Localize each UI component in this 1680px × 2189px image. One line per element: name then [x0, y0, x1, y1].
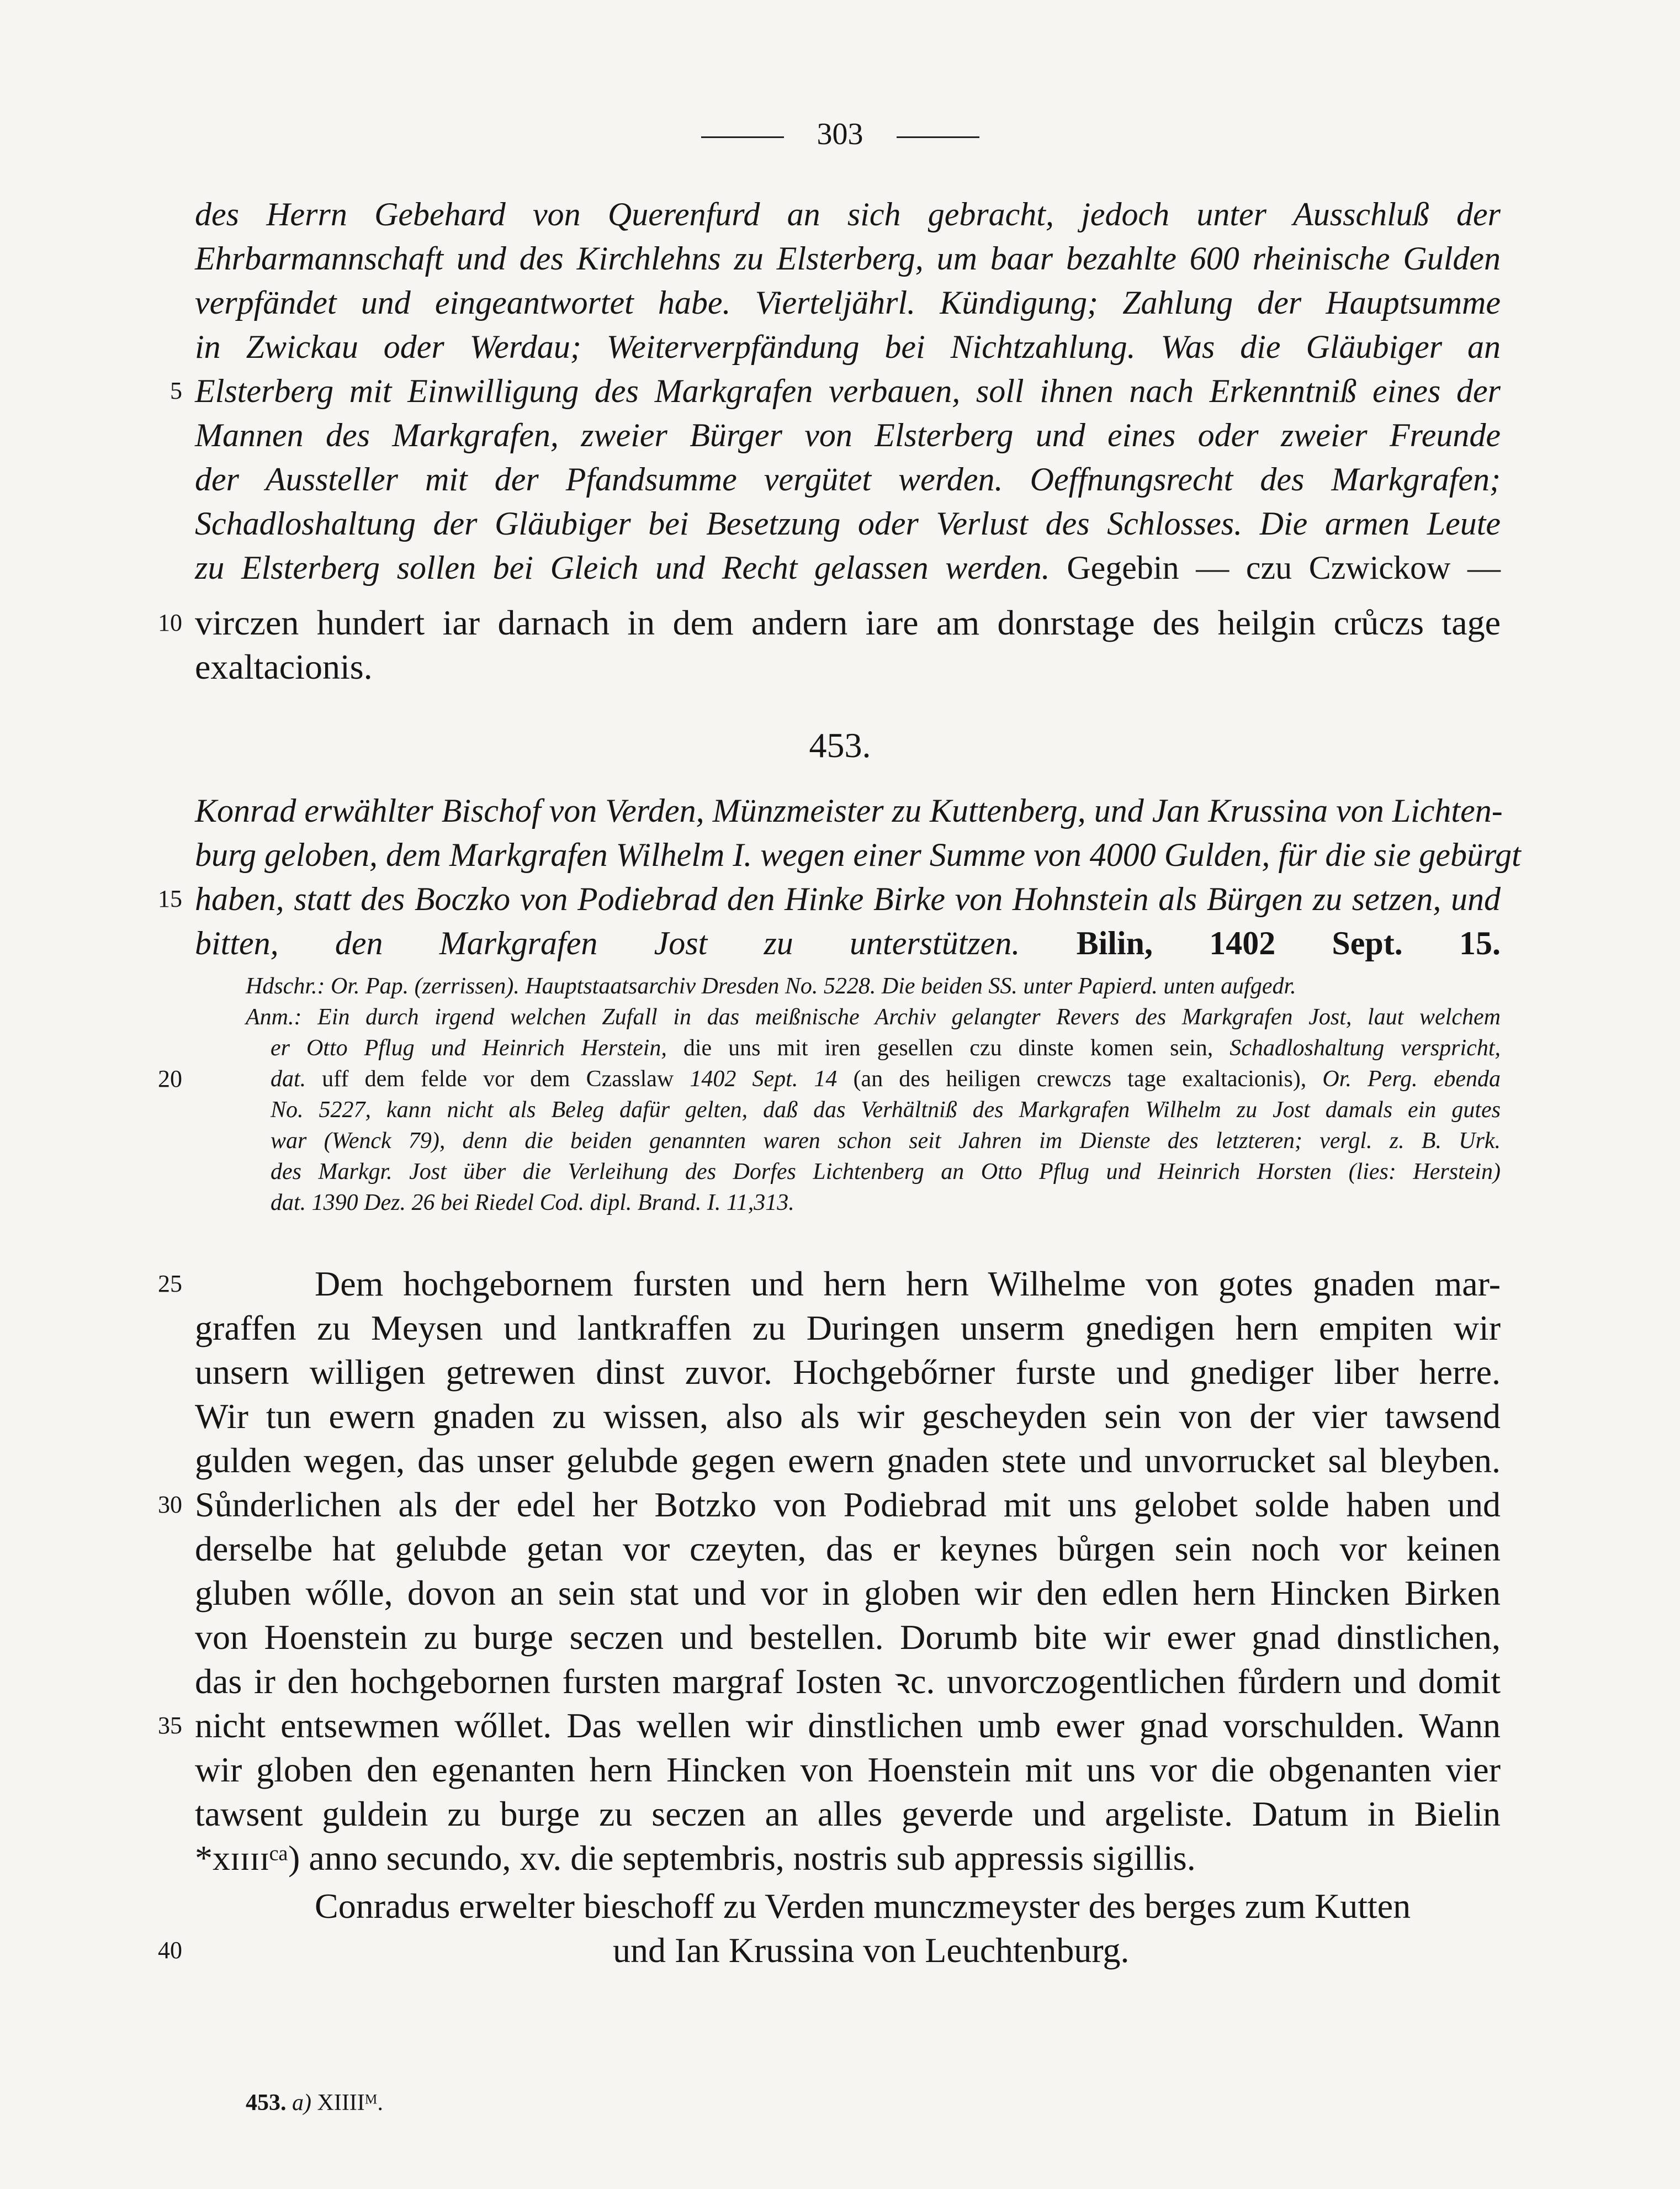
apparatus-line: war (Wenck 79), denn die beiden genannten waren schon seit Jahren im Dienste des letzteren; vergl. z. B. Urk. [271, 1128, 1501, 1154]
line-number: 10 [158, 609, 182, 636]
text-line: Elsterberg mit Einwilligung des Markgrafen verbauen, soll ihnen nach Erkenntniß eines der [195, 373, 1501, 409]
text-line: *xɪɪɪɪᶜᵃ) anno secundo, xv. die septembris, nostris sub appressis sigillis. [195, 1838, 1196, 1878]
text-line: gluben wőlle, dovon an sein stat und vor in globen wir den edlen hern Hincken Birken [195, 1573, 1501, 1612]
footnote-text: XIIIIᴹ. [317, 2090, 383, 2116]
text-line: der Aussteller mit der Pfandsumme vergütet werden. Oeffnungsrecht des Markgrafen; [195, 461, 1501, 498]
page-header [0, 115, 1680, 154]
text-line: Sůnderlichen als der edel her Botzko von Podiebrad mit uns gelobet solde haben und [195, 1485, 1501, 1524]
line-number: 40 [158, 1937, 182, 1964]
apparatus-segment: Schadloshaltung verspricht, [1229, 1035, 1501, 1061]
regest-line: haben, statt des Boczko von Podiebrad den Hinke Birke von Hohnstein als Bürgen zu setzen, und [195, 881, 1501, 917]
text-line: Schadloshaltung der Gläubiger bei Besetzung oder Verlust des Schlosses. Die armen Leute [195, 505, 1501, 542]
text-line: Ehrbarmannschaft und des Kirchlehns zu Elsterberg, um baar bezahlte 600 rheinische Gulden [195, 240, 1501, 277]
line-number: 35 [158, 1712, 182, 1739]
apparatus-line [271, 1064, 1501, 1094]
regest-text: bitten, den Markgrafen Jost zu unterstützen. [195, 925, 1020, 961]
apparatus-line: dat. 1390 Dez. 26 bei Riedel Cod. dipl. Brand. I. 11,313. [271, 1190, 794, 1215]
regest-line: Konrad erwählter Bischof von Verden, Münzmeister zu Kuttenberg, und Jan Krussina von Lichten- [195, 792, 1503, 829]
text-line: das ir den hochgebornen fursten margraf Iosten ꝛc. unvorczogentlichen fůrdern und domit [195, 1662, 1501, 1701]
text-line: derselbe hat gelubde getan vor czeyten, das er keynes bůrgen sein noch vor keinen [195, 1529, 1501, 1568]
line-number: 5 [170, 377, 182, 404]
footnote-ref: 453. [246, 2090, 287, 2116]
text-line-italic: zu Elsterberg sollen bei Gleich und Recht gelassen werden. [195, 549, 1050, 586]
text-line: nicht entsewmen wőllet. Das wellen wir dinstlichen umb ewer gnad vorschulden. Wann [195, 1706, 1501, 1745]
text-line: exaltacionis. [195, 647, 373, 686]
text-line: unsern willigen getrewen dinst zuvor. Hochgebőrner furste und gnediger liber herre. [195, 1352, 1501, 1392]
footnote [246, 2087, 383, 2118]
line-number: 25 [158, 1270, 182, 1297]
text-line: tawsent guldein zu burge zu seczen an alles geverde und argeliste. Datum in Bielin [195, 1794, 1501, 1833]
regest-line [195, 921, 1501, 965]
text-line: von Hoenstein zu burge seczen und bestellen. Dorumb bite wir ewer gnad dinstlichen, [195, 1617, 1501, 1657]
text-line: Dem hochgebornem fursten und hern hern Wilhelme von gotes gnaden mar- [315, 1264, 1501, 1303]
apparatus-segment: 1402 Sept. 14 [690, 1066, 838, 1092]
page-number: 303 [817, 117, 863, 151]
apparatus-segment: die uns mit iren gesellen czu dinste komen sein, [683, 1035, 1213, 1061]
text-line [195, 546, 1501, 590]
apparatus-line: Hdschr.: Or. Pap. (zerrissen). Hauptstaatsarchiv Dresden No. 5228. Die beiden SS. unter Papierd. unten aufgedr. [246, 974, 1296, 999]
signature-line: und Ian Krussina von Leuchtenburg. [613, 1931, 1130, 1970]
header-rule-right [897, 136, 979, 138]
line-number: 20 [158, 1065, 182, 1092]
apparatus-line: Anm.: Ein durch irgend welchen Zufall in das meißnische Archiv gelangter Revers des Markgrafen Jost, laut welchem [246, 1004, 1501, 1030]
text-line: gulden wegen, das unser gelubde gegen ewern gnaden stete und unvorrucket sal bleyben. [195, 1441, 1501, 1480]
line-number: 30 [158, 1491, 182, 1518]
text-line: in Zwickau oder Werdau; Weiterverpfändung bei Nichtzahlung. Was die Gläubiger an [195, 329, 1501, 365]
apparatus-segment: uff dem felde vor dem Czasslaw [322, 1066, 674, 1092]
apparatus-segment: Or. Perg. ebenda [1322, 1066, 1501, 1092]
regest-line: burg geloben, dem Markgrafen Wilhelm I. wegen einer Summe von 4000 Gulden, für die sie gebürgt [195, 837, 1521, 873]
text-line: verpfändet und eingeantwortet habe. Vierteljährl. Kündigung; Zahlung der Hauptsumme [195, 284, 1501, 321]
apparatus-line: des Markgr. Jost über die Verleihung des Dorfes Lichtenberg an Otto Pflug und Heinrich Horsten (lies: Herstein) [271, 1159, 1501, 1185]
apparatus-segment: dat. [271, 1066, 306, 1092]
text-line: graffen zu Meysen und lantkraffen zu Duringen unserm gnedigen hern empiten wir [195, 1308, 1501, 1347]
text-line: virczen hundert iar darnach in dem andern iare am donrstage des heilgin crůczs tage [195, 603, 1501, 642]
header-rule-left [701, 136, 784, 138]
apparatus-line [271, 1033, 1501, 1064]
text-line: Mannen des Markgrafen, zweier Bürger von Elsterberg und eines oder zweier Freunde [195, 417, 1501, 453]
footnote-siglum: a) [292, 2090, 311, 2116]
text-line: wir globen den egenanten hern Hincken von Hoenstein mit uns vor die obgenanten vier [195, 1750, 1501, 1789]
signature-line: Conradus erwelter bieschoff zu Verden munczmeyster des berges zum Kutten [315, 1886, 1411, 1926]
document-number: 453. [809, 726, 871, 765]
line-number: 15 [158, 885, 182, 912]
place-date: Bilin, 1402 Sept. 15. [1076, 925, 1501, 961]
text-line: Wir tun ewern gnaden zu wissen, also als wir gescheyden sein von der vier tawsend [195, 1397, 1501, 1436]
apparatus-segment: (an des heiligen crewczs tage exaltacionis), [853, 1066, 1307, 1092]
apparatus-segment: er Otto Pflug und Heinrich Herstein, [271, 1035, 667, 1061]
apparatus-line: No. 5227, kann nicht als Beleg dafür gelten, daß das Verhältniß des Markgrafen Wilhelm zu Jost damals ein gutes [271, 1097, 1501, 1123]
text-line: des Herrn Gebehard von Querenfurd an sich gebracht, jedoch unter Ausschluß der [195, 196, 1501, 232]
text-line-roman: Gegebin — czu Czwickow — [1067, 549, 1501, 586]
